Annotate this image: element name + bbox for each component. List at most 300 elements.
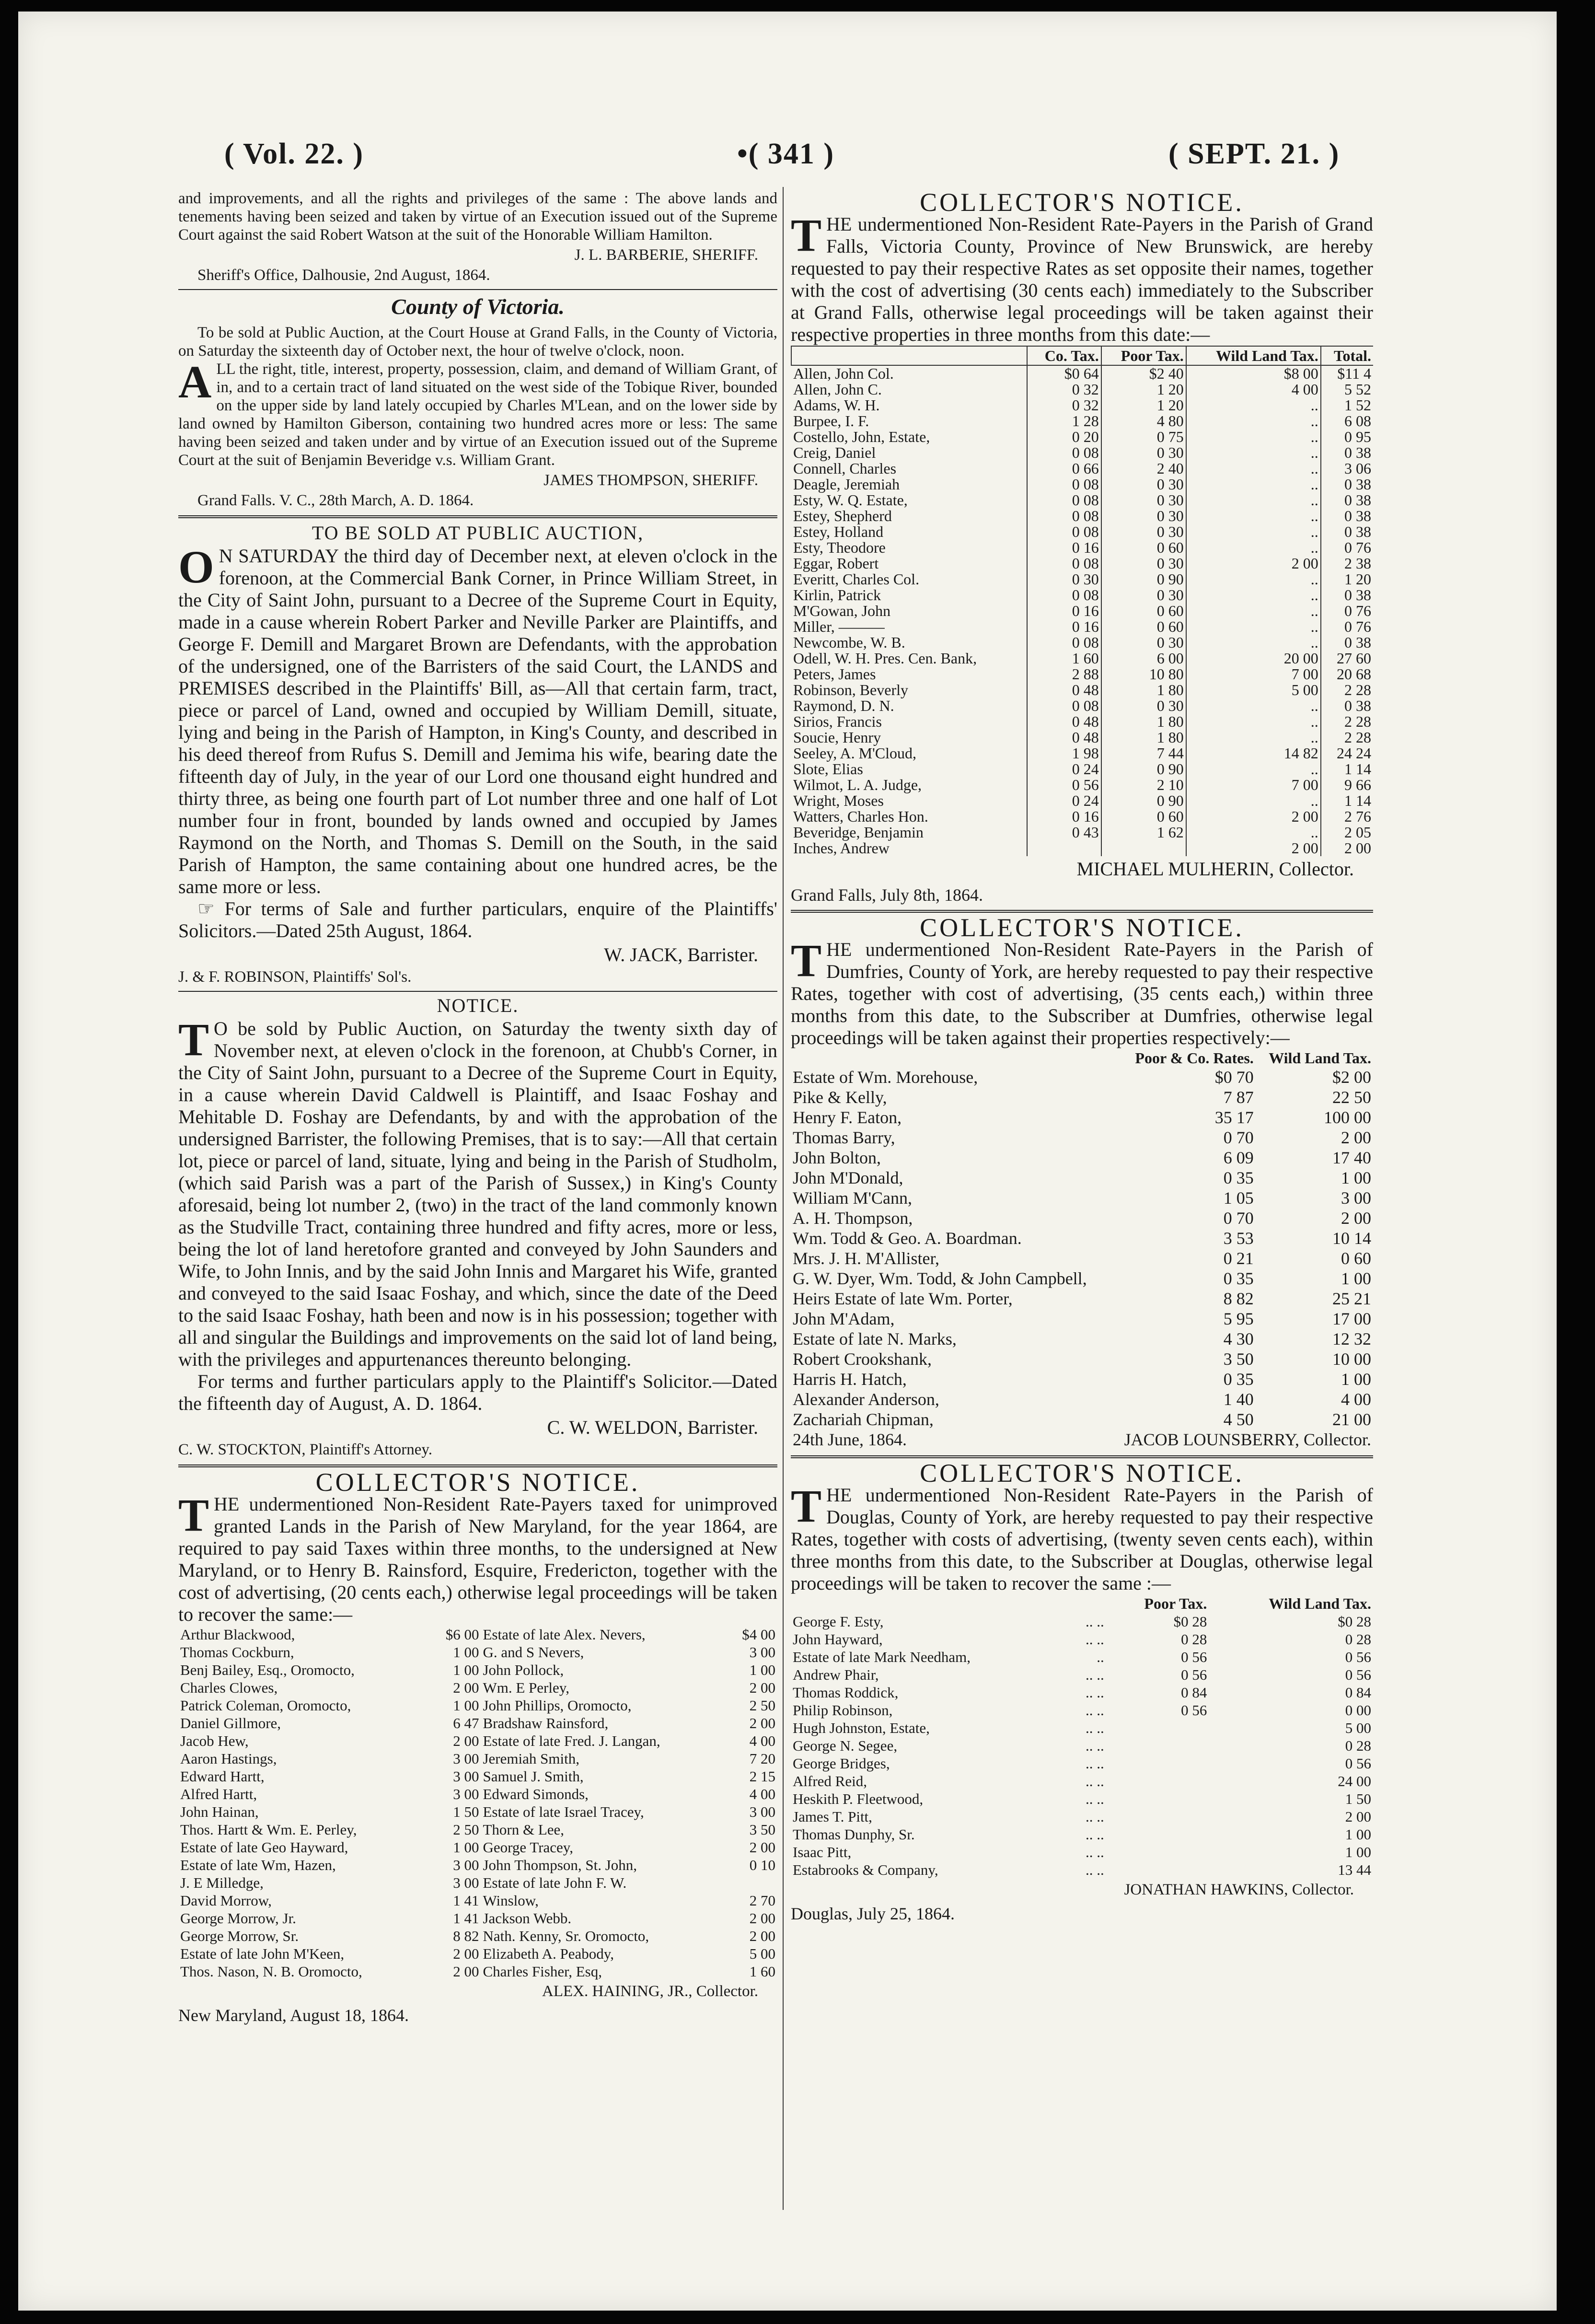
douglas-cell: Hugh Johnston, Estate, [793,1720,930,1736]
dumfries-cell: A. H. Thompson, [793,1208,913,1228]
douglas-cell [1106,1755,1209,1772]
table-row [791,1309,1373,1329]
grand-falls-cell: 0 32 [1027,382,1101,397]
table-row [791,365,1373,382]
grand-falls-cell: 0 30 [1027,571,1101,587]
table-row [178,1732,777,1750]
grand-falls-cell: 0 30 [1101,635,1186,651]
dumfries-cell: 3 53 [1223,1229,1254,1248]
dumfries-cell: Wm. Todd & Geo. A. Boardman. [793,1229,1022,1248]
grand-falls-cell: 1 20 [1101,382,1186,397]
douglas-cell: George Bridges, [793,1755,890,1772]
dumfries-cell: 5 95 [1223,1309,1254,1328]
table-row [791,461,1373,476]
drop-cap: T [178,1014,209,1065]
grand-falls-cell: Esty, Theodore [793,539,886,556]
grand-falls-cell: 2 40 [1101,461,1186,476]
new-maryland-cell: Edward Hartt, [180,1768,265,1785]
douglas-cell [1106,1825,1209,1843]
douglas-cell: Thomas Roddick, [793,1684,899,1701]
table-row [791,651,1373,666]
table-row [791,397,1373,413]
new-maryland-cell: J. E Milledge, [180,1874,264,1891]
table-row [791,571,1373,587]
table-row [791,1389,1373,1409]
dumfries-cell: John Bolton, [793,1148,881,1167]
grand-falls-cell: Soucie, Henry [793,729,881,746]
new-maryland-cell: David Morrow, [180,1892,272,1909]
grand-falls-cell: .. [1186,413,1321,429]
new-maryland-cell: Elizabeth A. Peabody, [483,1945,614,1962]
grand-falls-cell: 0 16 [1027,619,1101,635]
public-auction-heading: TO BE SOLD AT PUBLIC AUCTION, [312,522,644,544]
grand-falls-cell: 0 38 [1321,587,1373,603]
grand-falls-cell: 6 08 [1321,413,1373,429]
grand-falls-cell: Raymond, D. N. [793,697,894,714]
douglas-cell [1106,1808,1209,1825]
new-maryland-cell: Winslow, [483,1892,539,1909]
table-row [178,1643,777,1661]
grand-falls-cell: 5 52 [1321,382,1373,397]
table-row [791,682,1373,698]
douglas-cell: 0 28 [1345,1631,1371,1648]
dumfries-cell: Harris H. Hatch, [793,1370,907,1389]
new-maryland-cell: Thorn & Lee, [483,1821,565,1838]
table-row [791,1648,1373,1666]
divider [178,515,777,518]
new-maryland-cell: 1 50 [453,1803,479,1820]
new-maryland-cell: Aaron Hastings, [180,1750,277,1767]
grand-falls-header-col-0 [791,346,1027,365]
table-row [791,1188,1373,1208]
issue-date: ( SEPT. 21. ) [1168,138,1340,170]
grand-falls-cell: 20 00 [1186,651,1321,666]
grand-falls-cell: Seeley, A. M'Cloud, [793,744,917,762]
new-maryland-cell: Charles Fisher, Esq, [483,1963,602,1980]
grand-falls-cell: Kirlin, Patrick [793,586,881,604]
grand-falls-header-col-3: Wild Land Tax. [1186,346,1321,365]
dumfries-date: 24th June, 1864. [793,1430,907,1449]
douglas-cell [1106,1737,1209,1755]
grand-falls-cell: 2 38 [1321,556,1373,571]
dumfries-cell: Estate of Wm. Morehouse, [793,1068,978,1087]
new-maryland-cell: 2 15 [749,1768,775,1785]
grand-falls-cell: 0 08 [1027,476,1101,492]
new-maryland-cell: John Hainan, [180,1803,259,1820]
grand-falls-cell: .. [1186,730,1321,745]
new-maryland-cell: Thomas Cockburn, [180,1644,294,1661]
table-row [178,1750,777,1767]
grand-falls-cell: 0 38 [1321,492,1373,508]
new-maryland-cell: 2 00 [749,1910,775,1927]
grand-falls-cell: .. [1186,603,1321,619]
table-row [791,1719,1373,1737]
robinson-solicitors: J. & F. ROBINSON, Plaintiffs' Sol's. [178,968,412,986]
dumfries-cell: 1 05 [1223,1188,1254,1208]
new-maryland-cell: 2 00 [749,1715,775,1731]
grand-falls-cell: Adams, W. H. [793,396,880,414]
dumfries-cell: 0 35 [1223,1269,1254,1288]
grand-falls-cell: 1 20 [1101,397,1186,413]
table-row [178,1803,777,1821]
grand-falls-cell: 0 30 [1101,556,1186,571]
grand-falls-cell: .. [1186,397,1321,413]
table-row [791,603,1373,619]
new-maryland-cell: 3 50 [749,1821,775,1838]
grand-falls-cell: 7 44 [1101,745,1186,761]
new-maryland-cell: 2 00 [749,1928,775,1944]
douglas-cell: .. .. [1085,1844,1104,1860]
douglas-cell [1106,1790,1209,1808]
new-maryland-cell: 8 82 [453,1928,479,1944]
table-row [791,1825,1373,1843]
new-maryland-cell: 6 47 [453,1715,479,1731]
douglas-cell: .. .. [1085,1755,1104,1772]
grand-falls-cell: 0 48 [1027,682,1101,698]
new-maryland-cell: 3 00 [453,1857,479,1873]
grand-falls-cell: $11 4 [1321,365,1373,382]
grand-falls-cell: 0 60 [1101,540,1186,556]
table-row [791,1790,1373,1808]
grand-falls-cell: 2 28 [1321,730,1373,745]
grand-falls-cell: .. [1186,508,1321,524]
new-maryland-cell: Thos. Hartt & Wm. E. Perley, [180,1821,357,1838]
grand-falls-cell: M'Gowan, John [793,602,891,619]
dumfries-cell: 6 09 [1223,1148,1254,1167]
grand-falls-cell: Peters, James [793,665,876,683]
dumfries-cell: William M'Cann, [793,1188,913,1208]
dumfries-cell: 3 00 [1341,1188,1371,1208]
douglas-cell [1106,1861,1209,1879]
douglas-cell: 0 56 [1181,1666,1207,1683]
table-row [178,1927,777,1945]
grand-falls-cell: 0 90 [1101,793,1186,809]
new-maryland-cell: Jackson Webb. [483,1910,572,1927]
grand-falls-cell: 0 38 [1321,476,1373,492]
grand-falls-cell: .. [1186,476,1321,492]
douglas-header-col-2: Poor Tax. [1144,1595,1207,1612]
dumfries-cell: 100 00 [1324,1108,1371,1127]
new-maryland-cell: 1 00 [453,1644,479,1661]
table-row [791,1067,1373,1087]
grand-falls-cell: $0 64 [1027,365,1101,382]
table-row [791,840,1373,856]
table-row [791,1808,1373,1825]
grand-falls-cell [1101,840,1186,856]
grand-falls-cell: 0 76 [1321,603,1373,619]
table-row [791,1268,1373,1289]
new-maryland-cell: Jacob Hew, [180,1732,249,1749]
grand-falls-cell: 1 20 [1321,571,1373,587]
grand-falls-cell: 5 00 [1186,682,1321,698]
grand-falls-cell: Beveridge, Benjamin [793,824,924,841]
new-maryland-cell: 3 00 [453,1768,479,1785]
table-row [791,1666,1373,1684]
grand-falls-cell: 0 75 [1101,429,1186,445]
douglas-cell: Thomas Dunphy, Sr. [793,1826,915,1843]
table-row [791,556,1373,571]
grand-falls-cell: .. [1186,587,1321,603]
grand-falls-cell: 0 08 [1027,635,1101,651]
douglas-cell: John Hayward, [793,1631,883,1648]
new-maryland-cell: 1 41 [453,1892,479,1909]
new-maryland-cell: 5 00 [749,1945,775,1962]
page-number: •( 341 ) [737,138,834,170]
grand-falls-cell: 0 38 [1321,445,1373,461]
dumfries-cell: Alexander Anderson, [793,1390,939,1409]
douglas-cell [1106,1772,1209,1790]
grand-falls-cell: .. [1186,445,1321,461]
new-maryland-cell: Arthur Blackwood, [180,1626,295,1643]
douglas-cell: 5 00 [1345,1720,1371,1736]
douglas-cell: Estabrooks & Company, [793,1861,938,1878]
table-row [791,382,1373,397]
douglas-cell: .. .. [1085,1773,1104,1789]
grand-falls-notice-text: HE undermentioned Non-Resident Rate-Payers in the Parish of Grand Falls, Victoria County, Province of New Brunswick, are hereby requested to pay their respective Rates as set opposite their names, together with the cost of advertising (30 cents each) immediately to the Subscriber at Grand Falls, otherwise legal proceedings will be taken against their respective properties in three months from this date:— [791,213,1373,345]
grand-falls-cell: 0 43 [1027,825,1101,840]
new-maryland-cell: 4 00 [749,1732,775,1749]
grand-falls-cell: 7 00 [1186,777,1321,793]
douglas-cell: .. .. [1085,1631,1104,1648]
grand-falls-cell: Inches, Andrew [793,839,890,857]
dumfries-cell: 10 14 [1332,1229,1371,1248]
new-maryland-cell: John Pollock, [483,1662,564,1678]
dumfries-cell: 0 70 [1223,1128,1254,1147]
douglas-cell: .. .. [1085,1826,1104,1843]
table-row [791,1369,1373,1389]
dumfries-cell: Heirs Estate of late Wm. Porter, [793,1289,1013,1308]
new-maryland-cell: 3 00 [453,1786,479,1802]
table-row [791,445,1373,461]
douglas-cell: 1 00 [1345,1844,1371,1860]
grand-falls-cell: 0 90 [1101,761,1186,777]
grand-falls-cell: 2 28 [1321,714,1373,730]
table-row [791,1772,1373,1790]
weldon-signature: C. W. WELDON, Barrister. [547,1417,758,1438]
douglas-cell: .. .. [1085,1702,1104,1719]
grand-falls-cell: 0 90 [1101,571,1186,587]
grand-falls-cell: 0 30 [1101,698,1186,714]
table-row [791,1843,1373,1861]
table-row [791,1630,1373,1648]
grand-falls-cell [1027,840,1101,856]
studholm-terms: For terms and further particulars apply to the Plaintiff's Solicitor.—Dated the fifteenth day of August, A. D. 1864. [178,1371,777,1414]
collector-notice-heading: COLLECTOR'S NOTICE. [920,913,1244,942]
grand-falls-cell: Robinson, Beverly [793,681,908,698]
column-divider [783,187,784,2210]
table-row [791,1684,1373,1701]
grand-falls-cell: 2 00 [1321,840,1373,856]
grand-falls-cell: Deagle, Jeremiah [793,476,900,493]
grand-falls-cell: 0 24 [1027,761,1101,777]
new-maryland-cell: 3 00 [453,1750,479,1767]
table-row [791,429,1373,445]
new-maryland-cell: 1 41 [453,1910,479,1927]
grand-falls-cell: Odell, W. H. Pres. Cen. Bank, [793,650,977,667]
new-maryland-cell: Bradshaw Rainsford, [483,1715,609,1731]
table-row [791,793,1373,809]
notice-heading: NOTICE. [437,995,519,1016]
grand-falls-cell: .. [1186,540,1321,556]
dumfries-cell: 21 00 [1332,1410,1371,1429]
new-maryland-cell: Estate of late Geo Hayward, [180,1839,348,1856]
douglas-cell: 0 56 [1345,1755,1371,1772]
new-maryland-cell: 2 00 [453,1732,479,1749]
dumfries-cell: 1 40 [1223,1390,1254,1409]
grand-falls-cell: .. [1186,429,1321,445]
grand-falls-date: Grand Falls. V. C., 28th March, A. D. 1864. [197,492,474,509]
grand-falls-cell: 1 80 [1101,682,1186,698]
grand-falls-cell: .. [1186,492,1321,508]
divider [791,910,1373,913]
grand-falls-cell: Costello, John, Estate, [793,428,930,445]
grand-falls-cell: 0 48 [1027,730,1101,745]
grand-falls-cell: 0 08 [1027,698,1101,714]
collector-notice-heading: COLLECTOR'S NOTICE. [920,188,1244,217]
new-maryland-cell: John Phillips, Oromocto, [483,1697,632,1714]
table-row [791,1861,1373,1879]
douglas-cell: 0 56 [1345,1649,1371,1665]
douglas-cell: 0 56 [1181,1702,1207,1719]
dumfries-cell: 0 60 [1341,1249,1371,1268]
dumfries-cell: 35 17 [1214,1108,1254,1127]
auction-notice-text: N SATURDAY the third day of December next, at eleven o'clock in the forenoon, at the Commercial Bank Corner, in Prince William Street, in the City of Saint John, pursuant to a Decree of the Supreme Court in Equity, made in a cause wherein Robert Parker and Neville Parker are Plaintiffs, and George F. Demill and Margaret Brown are Defendants, with the approbation of the undersigned, one of the Barristers of the said Court, the LANDS and PREMISES described in the Plaintiffs' Bill, as—All that certain farm, tract, piece or parcel of Land, owned and occupied by William Demill, situate, lying and being in the Parish of Hampton, in King's County, and described in his deed thereof from Rufus S. Demill and Jemima his wife, bearing date the fifteenth day of July, in the year of our Lord one thousand eight hundred and thirty three, as being one fourth part of Lot number three and one half of Lot number four in front, bounded by lands owned and occupied by James Raymond on the North, and Thomas S. Demill on the South, in the said Parish of Hampton, the same containing about one hundred acres, be the same more or less. [178,545,777,897]
new-maryland-cell: 2 50 [749,1697,775,1714]
dumfries-cell: John M'Adam, [793,1309,895,1328]
table-row [791,1208,1373,1228]
county-heading: County of Victoria. [391,294,565,319]
douglas-cell: Philip Robinson, [793,1702,893,1719]
grand-falls-cell: Estey, Shepherd [793,507,892,524]
douglas-cell: .. [1097,1649,1104,1665]
new-maryland-cell: 2 50 [453,1821,479,1838]
dumfries-notice-text: HE undermentioned Non-Resident Rate-Payers in the Parish of Dumfries, County of York, are hereby requested to pay their respective Rates, together with cost of advertising, (35 cents each,) within three months from this date, to the Subscriber at Dumfries, otherwise legal proceedings will be taken against their properties respectively:— [791,939,1373,1048]
douglas-cell: 1 00 [1345,1826,1371,1843]
stockton-attorney: C. W. STOCKTON, Plaintiff's Attorney. [178,1441,433,1458]
dumfries-cell: 4 00 [1341,1390,1371,1409]
grand-falls-cell: 2 28 [1321,682,1373,698]
grand-falls-cell: 9 66 [1321,777,1373,793]
new-maryland-cell: Wm. E Perley, [483,1679,569,1696]
new-maryland-cell: Edward Simonds, [483,1786,589,1802]
new-maryland-cell: 3 00 [749,1644,775,1661]
grand-falls-cell: .. [1186,571,1321,587]
table-row [791,1329,1373,1349]
douglas-cell: Isaac Pitt, [793,1844,852,1860]
new-maryland-cell: John Thompson, St. John, [483,1857,637,1873]
new-maryland-cell: Estate of late Fred. J. Langan, [483,1732,660,1749]
divider [178,991,777,992]
grand-falls-cell: 0 16 [1027,540,1101,556]
sheriff-office-date: Sheriff's Office, Dalhousie, 2nd August, 1864. [197,267,490,284]
grand-falls-cell: 0 30 [1101,508,1186,524]
grand-falls-cell: 24 24 [1321,745,1373,761]
new-maryland-date: New Maryland, August 18, 1864. [178,2006,409,2025]
dumfries-cell: 10 00 [1332,1349,1371,1369]
new-maryland-cell: Benj Bailey, Esq., Oromocto, [180,1662,355,1678]
grand-falls-cell: 1 62 [1101,825,1186,840]
grand-falls-cell: 2 05 [1321,825,1373,840]
table-row [791,476,1373,492]
drop-cap: A [178,356,212,407]
grand-falls-header-col-4: Total. [1321,346,1373,365]
douglas-cell: 0 28 [1345,1737,1371,1754]
new-maryland-cell: G. and S Nevers, [483,1644,584,1661]
studholm-notice-text: O be sold by Public Auction, on Saturday the twenty sixth day of November next, at eleven o'clock in the forenoon, at Chubb's Corner, in the City of Saint John, pursuant to a Decree of the Supreme Court in Equity, in a cause wherein David Caldwell is Plaintiff, and Isaac Foshay and Mehitable D. Foshay are Defendants, by and with the approbation of the undersigned Barrister, the following Premises, that is to say:—All that certain lot, piece or parcel of land, situate, lying and being in the Parish of Studholm, (which said Parish was a part of the Parish of Sussex,) in King's County aforesaid, being lot number 2, (two) in the tract of the land commonly known as the Studville Tract, containing three hundred and fifty acres, more or less, being the lot of land heretofore granted and conveyed by John Saunders and Wife, to John Innis, and by the said John Innis and Margaret his Wife, granted and conveyed to the said Isaac Foshay, and which, since the date of the Deed to the said Isaac Foshay, hath been and now is in his possession; together with all and singular the Buildings and improvements on the said lot of land being, with the privileges and appurtenances thereunto belonging. [178,1018,777,1370]
table-row [178,1963,777,1980]
grand-falls-cell: Eggar, Robert [793,555,879,572]
grant-notice-text: LL the right, title, interest, property, possession, claim, and demand of William Grant, of in, and to a certain tract of land situated on the west side of the Tobique River, bounded on the upper side by land lately occupied by Charles M'Lean, and on the lower side by land owned by Hamilton Giberson, containing two hundred acres more or less: The same having been seized and taken under and by virtue of an Execution issued out of the Supreme Court at the suit of Benjamin Beveridge v.s. William Grant. [178,360,777,469]
table-row [791,1755,1373,1772]
table-row [791,1228,1373,1248]
new-maryland-cell: 1 00 [453,1839,479,1856]
table-row [791,1289,1373,1309]
right-column [791,189,1373,1929]
grand-falls-cell: 1 28 [1027,413,1101,429]
grand-falls-cell: 0 95 [1321,429,1373,445]
grand-falls-cell: Connell, Charles [793,460,897,477]
dumfries-cell: John M'Donald, [793,1168,903,1187]
new-maryland-cell: Estate of late John F. W. [483,1874,627,1891]
grand-falls-cell: Creig, Daniel [793,444,876,461]
table-row [178,1821,777,1838]
dumfries-cell: 0 70 [1223,1208,1254,1228]
grand-falls-cell: .. [1186,714,1321,730]
grand-falls-cell: $8 00 [1186,365,1321,382]
collector-notice-heading: COLLECTOR'S NOTICE. [315,1468,640,1497]
dumfries-cell: 0 35 [1223,1370,1254,1389]
new-maryland-cell: 1 00 [453,1662,479,1678]
new-maryland-cell: 4 00 [749,1786,775,1802]
dumfries-cell: 1 00 [1341,1168,1371,1187]
grand-falls-cell: 0 60 [1101,603,1186,619]
table-row [791,777,1373,793]
grand-falls-cell: Estey, Holland [793,523,884,540]
table-row [791,730,1373,745]
drop-cap: O [178,541,214,593]
grand-falls-cell: 0 08 [1027,587,1101,603]
new-maryland-cell: 3 00 [453,1874,479,1891]
dumfries-cell: 7 87 [1223,1088,1254,1107]
grand-falls-cell: 0 16 [1027,603,1101,619]
table-row [791,1349,1373,1369]
new-maryland-cell: 2 70 [749,1892,775,1909]
dumfries-cell: Estate of late N. Marks, [793,1329,957,1348]
grand-falls-cell: 0 08 [1027,524,1101,540]
grand-falls-cell: Wright, Moses [793,792,884,809]
dumfries-cell: $0 70 [1214,1068,1254,1087]
grand-falls-cell: $2 40 [1101,365,1186,382]
grand-falls-cell: 3 06 [1321,461,1373,476]
dumfries-cell: 22 50 [1332,1088,1371,1107]
new-maryland-cell: Estate of late Israel Tracey, [483,1803,644,1820]
new-maryland-cell: 7 20 [749,1750,775,1767]
grand-falls-cell: 0 30 [1101,524,1186,540]
grand-falls-cell: Allen, John C. [793,381,882,398]
grand-falls-cell: 0 76 [1321,540,1373,556]
grand-falls-cell: 10 80 [1101,666,1186,682]
new-maryland-cell: 2 00 [453,1679,479,1696]
dumfries-header-col-0 [791,1049,1120,1067]
grand-falls-cell: 6 00 [1101,651,1186,666]
table-row [791,1168,1373,1188]
grand-falls-cell: 7 00 [1186,666,1321,682]
douglas-cell: .. .. [1085,1808,1104,1825]
grand-falls-cell: 0 08 [1027,556,1101,571]
dumfries-cell: Zachariah Chipman, [793,1410,934,1429]
new-maryland-cell: Samuel J. Smith, [483,1768,584,1785]
table-row [791,1701,1373,1719]
